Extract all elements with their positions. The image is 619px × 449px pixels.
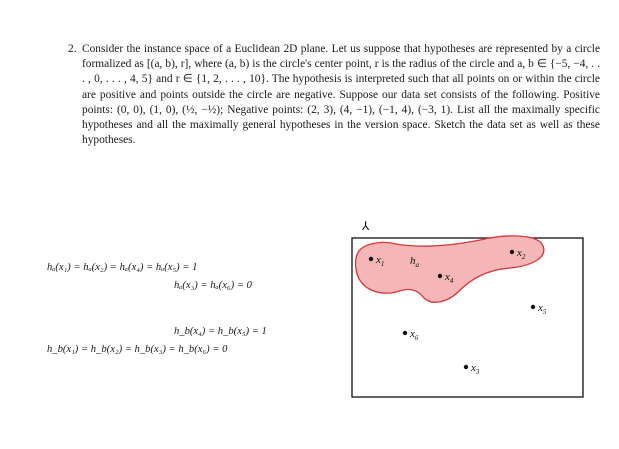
point-x6 (403, 331, 407, 335)
equation-hb-positive: h_b(x₄) = h_b(x₅) = 1 (174, 326, 267, 337)
point-x2-label: $x_2$ (517, 247, 526, 261)
point-x6-label: $x_6$ (410, 328, 419, 342)
problem-number: 2. (68, 43, 77, 55)
point-x5-label: $x_5$ (538, 302, 547, 316)
point-x5 (531, 305, 535, 309)
equation-ha-positive: hₐ(x₁) = hₐ(x₂) = hₐ(x₄) = hₐ(x₅) = 1 (47, 262, 198, 273)
equation-hb-negative: h_b(x₁) = h_b(x₂) = h_b(x₃) = h_b(x₆) = 0 (47, 344, 228, 355)
point-x3-label: $x_3$ (471, 362, 480, 376)
hypothesis-region-ha (356, 236, 544, 302)
corner-mark: ⅄ (362, 219, 370, 233)
region-label: $h_a$ (410, 255, 419, 269)
problem-text: Consider the instance space of a Euclidean 2D plane. Let us suppose that hypotheses are represented by a circle formalized as [(a, b), r], where (a, b) is the circle's center point, r is the radius of the circle and a, b ∈ {−5, −4, . . . , 0, . . . , 4, 5} and r ∈ {1, 2, . . . , 10}. The hypothesis is interpreted such that all points on or within the circle are positive and points outside the circle are negative. Suppose our data set consists of the following. Positive points: (0, 0), (1, 0), (½, −½); Negative points: (2, 3), (4, −1), (−1, 4), (−3, 1). List all the maximally specific hypotheses and all the maximally general hypotheses in the version space. Sketch the data set as well as these hypotheses. (82, 43, 600, 147)
point-x4 (438, 274, 442, 278)
point-x1-label: $x_1$ (376, 254, 385, 268)
point-x1 (369, 257, 373, 261)
point-x4-label: $x_4$ (445, 271, 454, 285)
point-x3 (464, 365, 468, 369)
equation-ha-negative: hₐ(x₃) = hₐ(x₆) = 0 (174, 280, 252, 291)
point-x2 (510, 250, 514, 254)
